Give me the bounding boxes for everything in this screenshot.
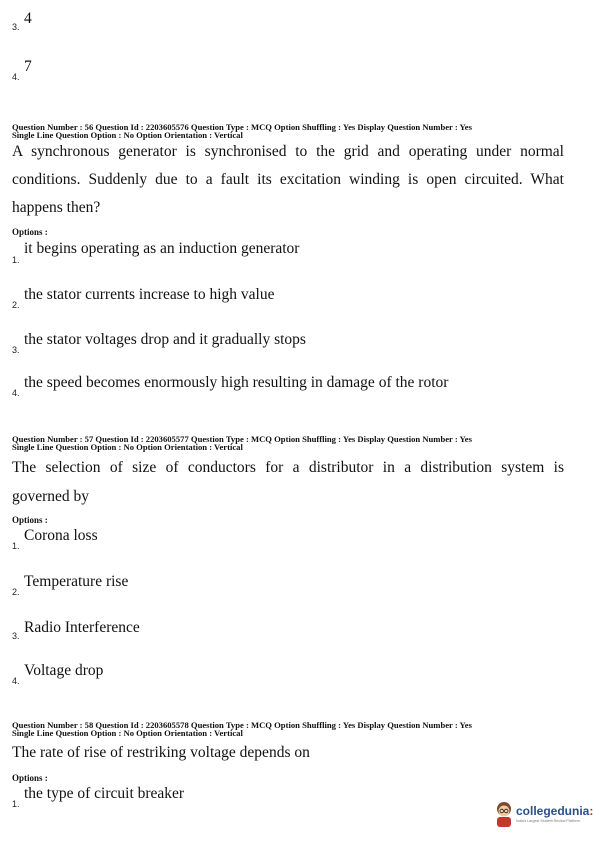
option-number: 2. <box>12 300 20 310</box>
option-text: 4 <box>24 10 32 27</box>
option-number: 2. <box>12 587 20 597</box>
options-label: Options : <box>12 773 48 783</box>
question-meta-line: Question Number : 58 Question Id : 2203605578 Question Type : MCQ Option Shuffling : Yes Display Question Number : Yes <box>12 720 472 730</box>
option-text: the stator currents increase to high value <box>24 286 275 303</box>
option-text: Voltage drop <box>24 662 104 679</box>
question-text-line: A synchronous generator is synchronised to the grid and operating under normal <box>12 143 564 160</box>
logo-wordmark: collegedunia: <box>516 804 594 818</box>
option-text: it begins operating as an induction generator <box>24 240 300 257</box>
mascot-icon <box>494 800 514 828</box>
option-text: the stator voltages drop and it gradually stops <box>24 331 306 348</box>
logo-tagline: India's Largest Student Review Platform <box>516 819 580 823</box>
options-label: Options : <box>12 515 48 525</box>
option-number: 4. <box>12 388 20 398</box>
question-text-line: conditions. Suddenly due to a fault its excitation winding is open circuited. What <box>12 171 564 188</box>
option-number: 3. <box>12 345 20 355</box>
option-number: 4. <box>12 72 20 82</box>
option-number: 3. <box>12 631 20 641</box>
option-number: 1. <box>12 799 20 809</box>
option-number: 3. <box>12 22 20 32</box>
question-meta <box>12 721 587 738</box>
question-meta <box>12 435 587 452</box>
collegedunia-logo <box>494 798 594 832</box>
question-meta-line: Single Line Question Option : No Option Orientation : Vertical <box>12 130 243 141</box>
options-label: Options : <box>12 227 48 237</box>
option-number: 4. <box>12 676 20 686</box>
option-text: Radio Interference <box>24 619 140 636</box>
question-meta <box>12 123 587 140</box>
option-number: 1. <box>12 255 20 265</box>
question-text-line: governed by <box>12 488 90 505</box>
question-text-line: The selection of size of conductors for a distributor in a distribution system is <box>12 459 564 476</box>
option-text: the speed becomes enormously high resulting in damage of the rotor <box>24 374 449 391</box>
option-text: Corona loss <box>24 527 98 544</box>
question-text-line: happens then? <box>12 199 101 216</box>
option-text: the type of circuit breaker <box>24 785 185 802</box>
question-meta-line: Question Number : 56 Question Id : 2203605576 Question Type : MCQ Option Shuffling : Yes Display Question Number : Yes <box>12 122 472 132</box>
option-number: 1. <box>12 541 20 551</box>
question-meta-line: Single Line Question Option : No Option Orientation : Vertical <box>12 728 243 739</box>
question-meta-line: Single Line Question Option : No Option Orientation : Vertical <box>12 442 243 453</box>
option-text: Temperature rise <box>24 573 129 590</box>
question-text-line: The rate of rise of restriking voltage depends on <box>12 744 310 761</box>
option-text: 7 <box>24 58 32 75</box>
question-meta-line: Question Number : 57 Question Id : 2203605577 Question Type : MCQ Option Shuffling : Yes Display Question Number : Yes <box>12 434 472 444</box>
